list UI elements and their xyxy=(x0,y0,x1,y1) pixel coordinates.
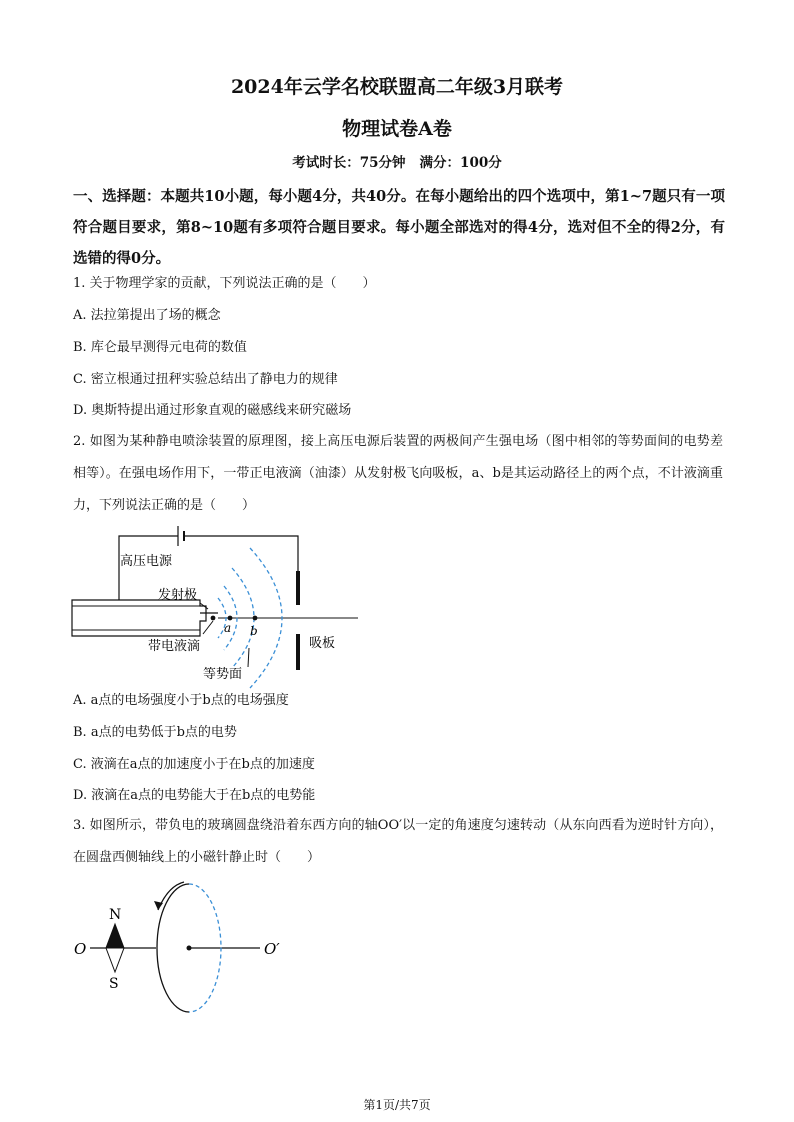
label-droplet: 带电液滴 xyxy=(148,639,201,654)
q2-option-c: C. 液滴在a点的加速度小于在b点的加速度 xyxy=(73,757,315,772)
q2-stem: 2. 如图为某种静电喷涂装置的原理图，接上高压电源后装置的两极间产生强电场（图中相邻的等势面间的电势差相等）。在强电场作用下，一带正电液滴（油漆）从发射极飞向吸板，a、b是其运动路径上的两个点，不计液滴重力，下列说法正确的是（ ） xyxy=(73,434,723,513)
needle-north-half xyxy=(106,924,124,948)
disk-center-dot xyxy=(187,946,192,951)
q1-stem: 1. 关于物理学家的贡献，下列说法正确的是（ ） xyxy=(73,276,376,291)
q1-option-b: B. 库仑最早测得元电荷的数值 xyxy=(73,340,247,355)
point-a-dot xyxy=(228,616,233,621)
q2-option-d: D. 液滴在a点的电势能大于在b点的电势能 xyxy=(73,788,316,803)
q3-stem: 3. 如图所示，带负电的玻璃圆盘绕沿着东西方向的轴OO′以一定的角速度匀速转动（从东向西看为逆时针方向），在圆盘西侧轴线上的小磁针静止时（ ） xyxy=(73,818,723,865)
rotating-disk-diagram xyxy=(66,874,306,1014)
needle-south-half xyxy=(106,948,124,972)
droplet-dot xyxy=(211,616,216,621)
exam-duration: 考试时长：75分钟 xyxy=(292,155,406,171)
label-n: N xyxy=(109,907,122,923)
droplet-leader xyxy=(203,621,213,634)
exam-title: 2024年云学名校联盟高二年级3月联考 xyxy=(230,76,564,98)
equipotential-leader xyxy=(248,648,249,667)
label-s: S xyxy=(109,976,119,992)
exam-full-score: 满分：100分 xyxy=(419,155,502,171)
label-o-prime: O′ xyxy=(264,940,280,958)
q2-option-a: A. a点的电场强度小于b点的电场强度 xyxy=(73,693,289,708)
q1-option-a: A. 法拉第提出了场的概念 xyxy=(73,308,221,323)
q1-option-d: D. 奥斯特提出通过形象直观的磁感线来研究磁场 xyxy=(73,403,352,418)
label-power: 高压电源 xyxy=(120,554,173,569)
label-b: b xyxy=(250,624,258,638)
emitter-body xyxy=(72,600,206,636)
label-a: a xyxy=(224,621,232,635)
wire-right xyxy=(184,536,298,580)
point-b-dot xyxy=(253,616,258,621)
label-equipotential: 等势面 xyxy=(203,667,243,682)
exam-subtitle: 物理试卷A卷 xyxy=(342,118,452,140)
spray-coating-diagram xyxy=(68,518,368,690)
absorbing-plate-upper xyxy=(296,571,300,605)
label-o: O xyxy=(74,940,87,958)
section-heading: 一、选择题：本题共10小题，每小题4分，共40分。在每小题给出的四个选项中，第1~7题只有一项符合题目要求，第8~10题有多项符合题目要求。每小题全部选对的得4分，选对但不全的得2分，有选错的得0分。 xyxy=(73,188,725,267)
q2-option-b: B. a点的电势低于b点的电势 xyxy=(73,725,237,740)
label-emitter: 发射极 xyxy=(158,588,198,603)
q1-option-c: C. 密立根通过扭秤实验总结出了静电力的规律 xyxy=(73,372,338,387)
exam-info xyxy=(0,151,794,171)
absorbing-plate-lower xyxy=(296,634,300,670)
page-number: 第1页/共7页 xyxy=(363,1098,431,1112)
label-plate: 吸板 xyxy=(309,636,336,651)
